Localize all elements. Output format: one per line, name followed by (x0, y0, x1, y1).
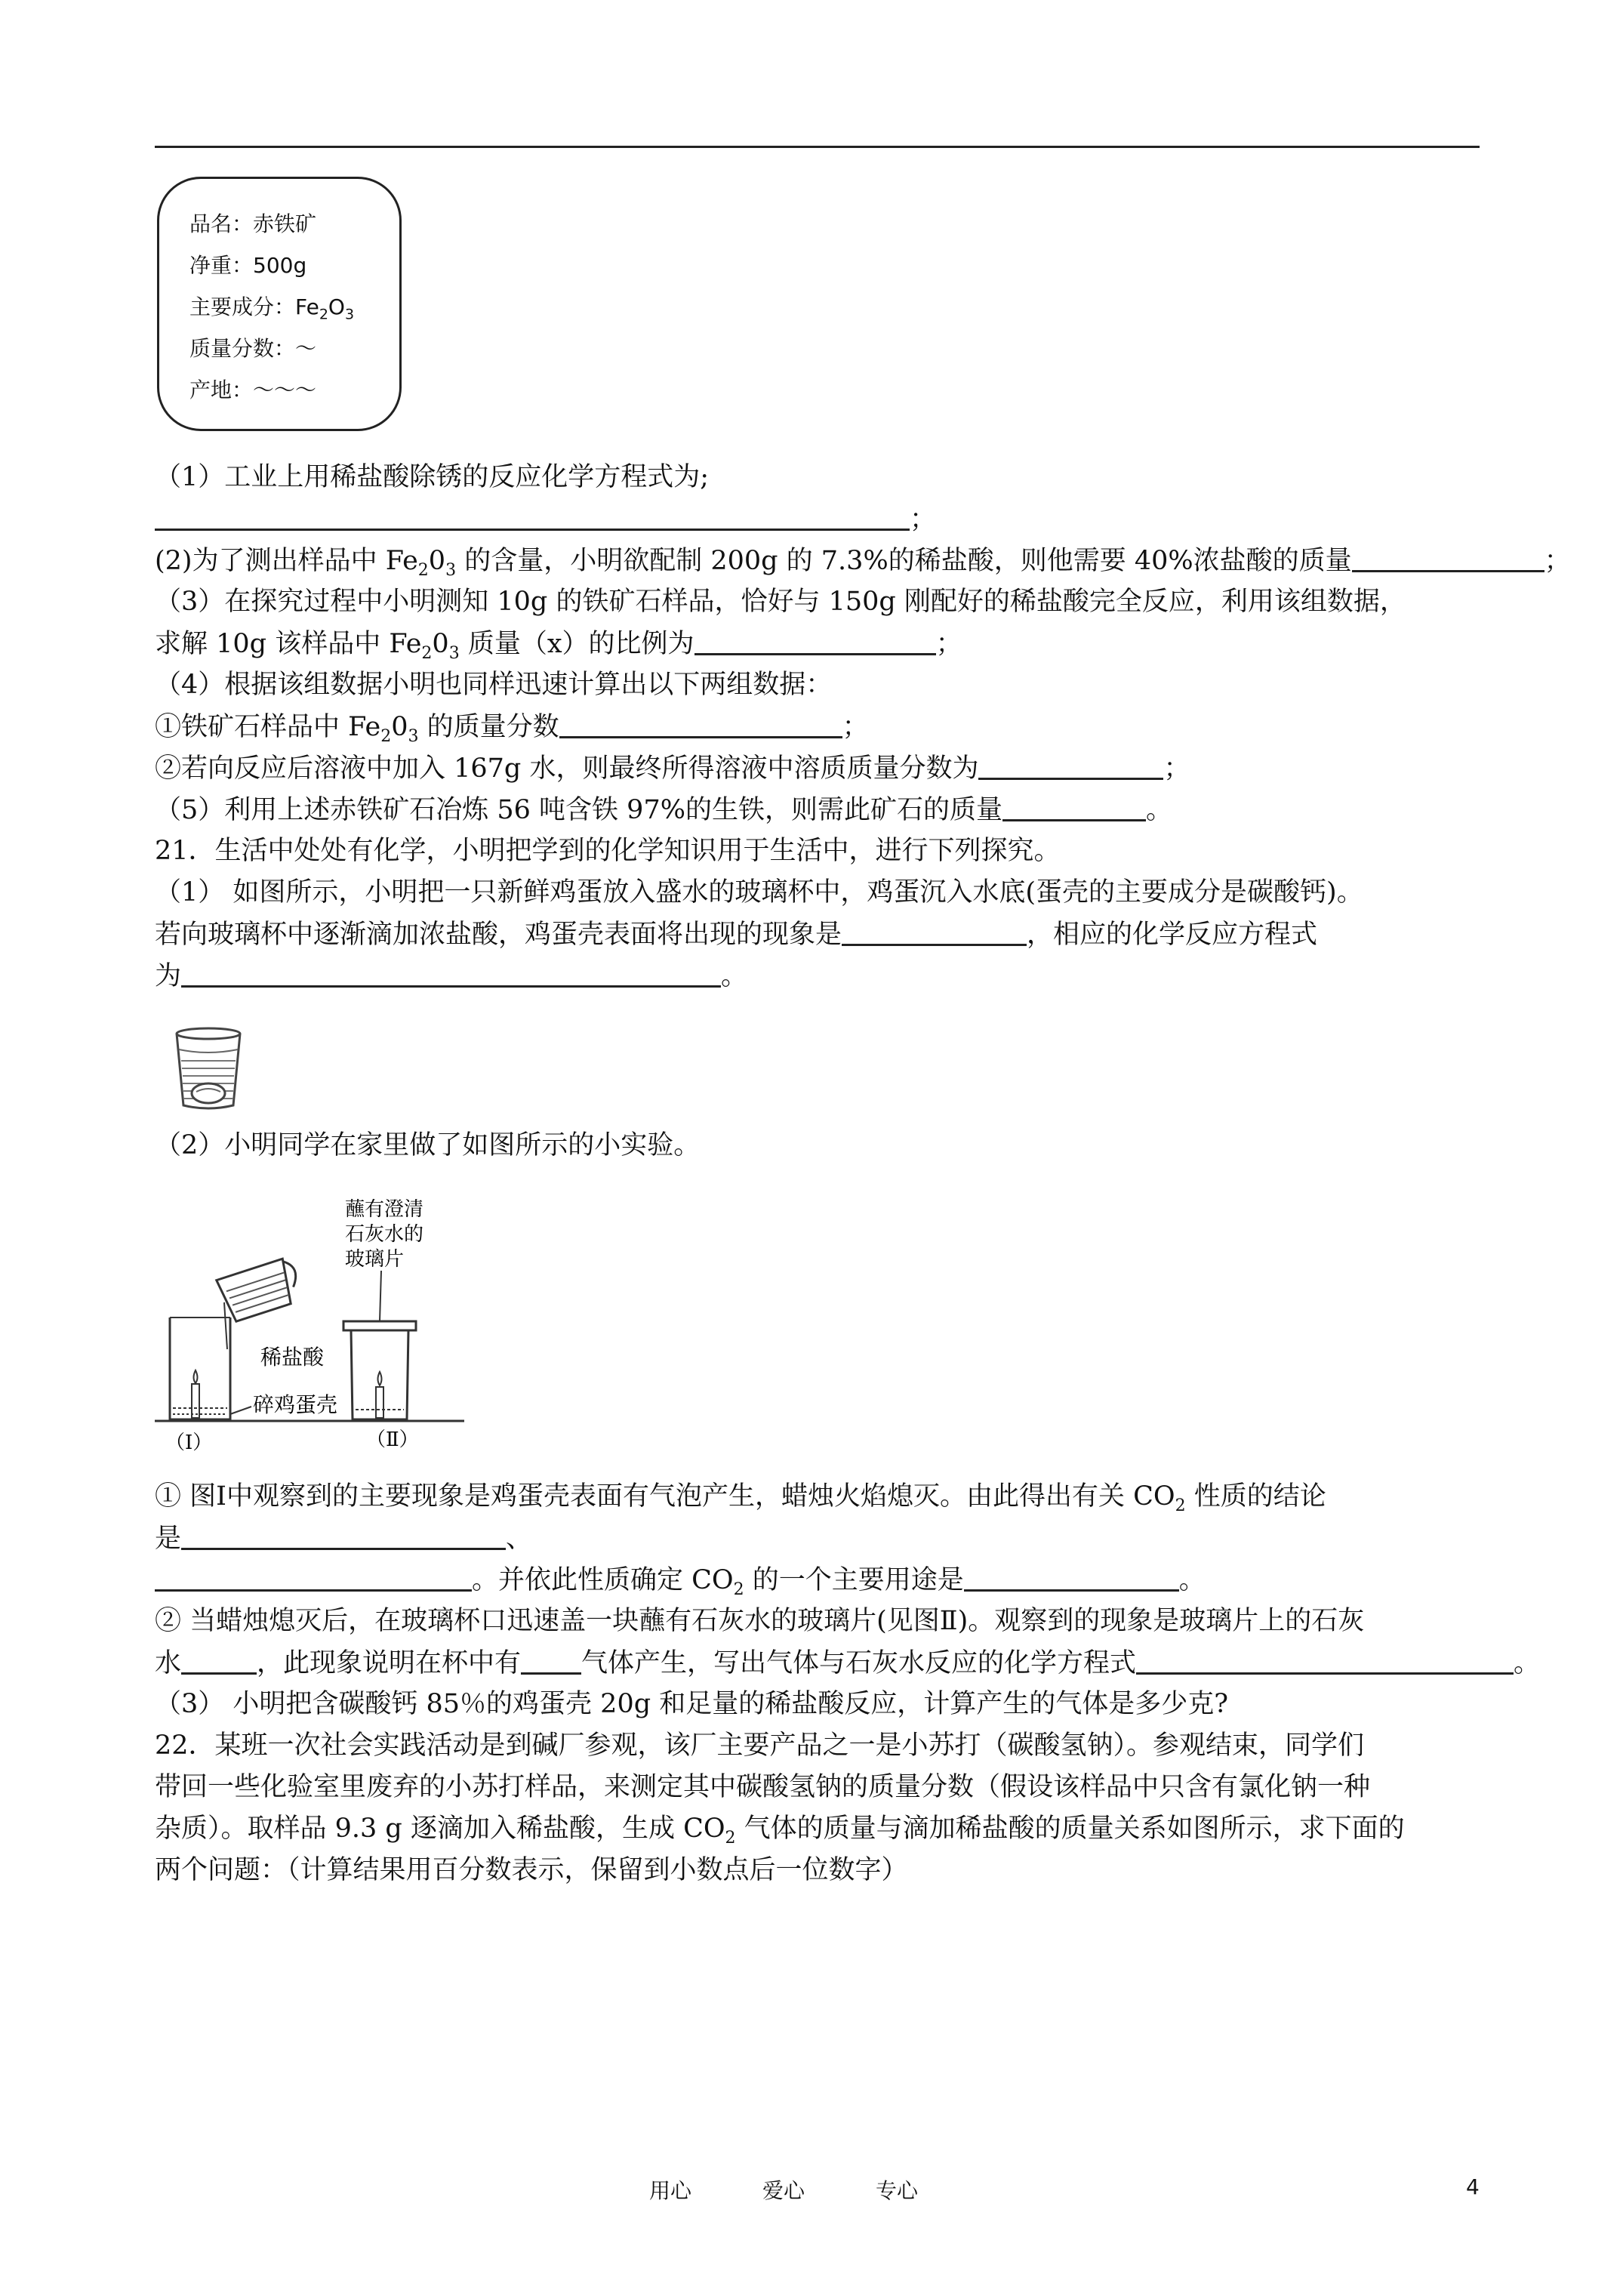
q22-line4: 两个问题：（计算结果用百分数表示，保留到小数点后一位数字） (155, 1855, 908, 1885)
glass-label-3: 玻璃片 (345, 1248, 405, 1271)
q21-part3: （3） 小明把含碳酸钙 85％的鸡蛋壳 20g 和足量的稀盐酸反应，计算产生的气体是多少克? (155, 1689, 1229, 1719)
q21-part1-line2: 若向玻璃杯中逐渐滴加浓盐酸，鸡蛋壳表面将出现的现象是 ，相应的化学反应方程式 (155, 920, 1318, 950)
glass-label-1: 蘸有澄清 (345, 1198, 424, 1221)
egg-shape (192, 1083, 225, 1103)
page-number: 4 (1466, 2174, 1480, 2199)
label-origin: 产地：～～～ (189, 378, 317, 402)
q21-stem: 21．生活中处处有化学，小明把学到的化学知识用于生活中，进行下列探究。 (155, 836, 1061, 866)
q20-part3-line2: 求解 10g 该样品中 $Fe_20_3$ 质量（x）的比例为 ； (155, 629, 962, 663)
label-net-weight: 净重：500g (189, 253, 307, 278)
glass-plate (343, 1321, 416, 1330)
q22-line3: 杂质）。取样品 9.3 g 逐滴加入稀盐酸，生成 $CO_2$ 气体的质量与滴加稀盐酸的质量关系如图所示，求下面的 (155, 1814, 1405, 1848)
figure-caption-two: （Ⅱ） (366, 1428, 419, 1451)
q20-part4: （4）根据该组数据小明也同样迅速计算出以下两组数据： (155, 670, 833, 700)
eggshell-label: 碎鸡蛋壳 (253, 1392, 338, 1417)
footer-motto-1: 用心 (649, 2178, 692, 2203)
candle-one (192, 1384, 199, 1418)
q21-part2: （2）小明同学在家里做了如图所示的小实验。 (155, 1130, 701, 1160)
q20-part5: （5）利用上述赤铁矿石冶炼 56 吨含铁 97%的生铁，则需此矿石的质量 。 (155, 795, 1172, 825)
pouring-cup (217, 1256, 304, 1324)
footer-motto-2: 爱心 (762, 2178, 805, 2203)
beaker-egg-figure (172, 1027, 245, 1111)
label-mass-fraction: 质量分数：～ (189, 336, 317, 361)
acid-label: 稀盐酸 (260, 1345, 325, 1370)
header-rule (155, 146, 1480, 148)
q22-line2: 带回一些化验室里废弃的小苏打样品，来测定其中碳酸氢钠的质量分数（假设该样品中只含有氯化钠一种 (155, 1772, 1371, 1802)
q21-2-q1-line1: ① 图Ⅰ中观察到的主要现象是鸡蛋壳表面有气泡产生，蜡烛火焰熄灭。由此得出有关 $CO_2$ 性质的结论 (155, 1481, 1326, 1515)
glass-label-2: 石灰水的 (345, 1223, 424, 1246)
q20-part4-item2: ②若向反应后溶液中加入 167g 水，则最终所得溶液中溶质质量分数为 ； (155, 754, 1190, 784)
q20-part1: （1）工业上用稀盐酸除锈的反应化学方程式为; (155, 462, 710, 492)
q20-part3-line1: （3）在探究过程中小明测知 10g 的铁矿石样品，恰好与 150g 刚配好的稀盐酸完全反应，利用该组数据， (155, 587, 1406, 617)
label-name: 品名：赤铁矿 (189, 211, 317, 236)
q22-line1: 22．某班一次社会实践活动是到碱厂参观，该厂主要产品之一是小苏打（碳酸氢钠）。参观结束，同学们 (155, 1730, 1365, 1761)
experiment-figure (155, 1189, 464, 1457)
candle-two (376, 1387, 383, 1418)
q21-2-q1-line2: 是 、 (155, 1524, 533, 1554)
product-label-box (157, 177, 402, 431)
figure-caption-one: （Ⅰ） (165, 1432, 213, 1454)
footer-motto-3: 专心 (876, 2178, 919, 2203)
q21-2-q1-line3: 。并依此性质确定 $CO_2$ 的一个主要用途是 。 (155, 1567, 1206, 1598)
q21-2-q2-line2: 水 ，此现象说明在杯中有 气体产生，写出气体与石灰水反应的化学方程式 。 (155, 1648, 1541, 1678)
label-component: 主要成分：$Fe_2O_3$ (189, 294, 355, 323)
q20-part1-answer-line: ； (155, 506, 936, 533)
q21-part1-line1: （1） 如图所示，小明把一只新鲜鸡蛋放入盛水的玻璃杯中，鸡蛋沉入水底(蛋壳的主要成分是碳酸钙)。 (155, 877, 1363, 908)
q21-2-q2-line1: ② 当蜡烛熄灭后，在玻璃杯口迅速盖一块蘸有石灰水的玻璃片(见图Ⅱ)。观察到的现象是玻璃片上的石灰 (155, 1606, 1365, 1636)
q20-part2: (2)为了测出样品中 $Fe_20_3$ 的含量，小明欲配制 200g 的 7.3%的稀盐酸，则他需要 40%浓盐酸的质量 ； (155, 546, 1571, 580)
q20-part4-item1: ①铁矿石样品中 $Fe_20_3$ 的质量分数 ； (155, 712, 869, 746)
q21-part1-line3: 为 。 (155, 961, 748, 991)
